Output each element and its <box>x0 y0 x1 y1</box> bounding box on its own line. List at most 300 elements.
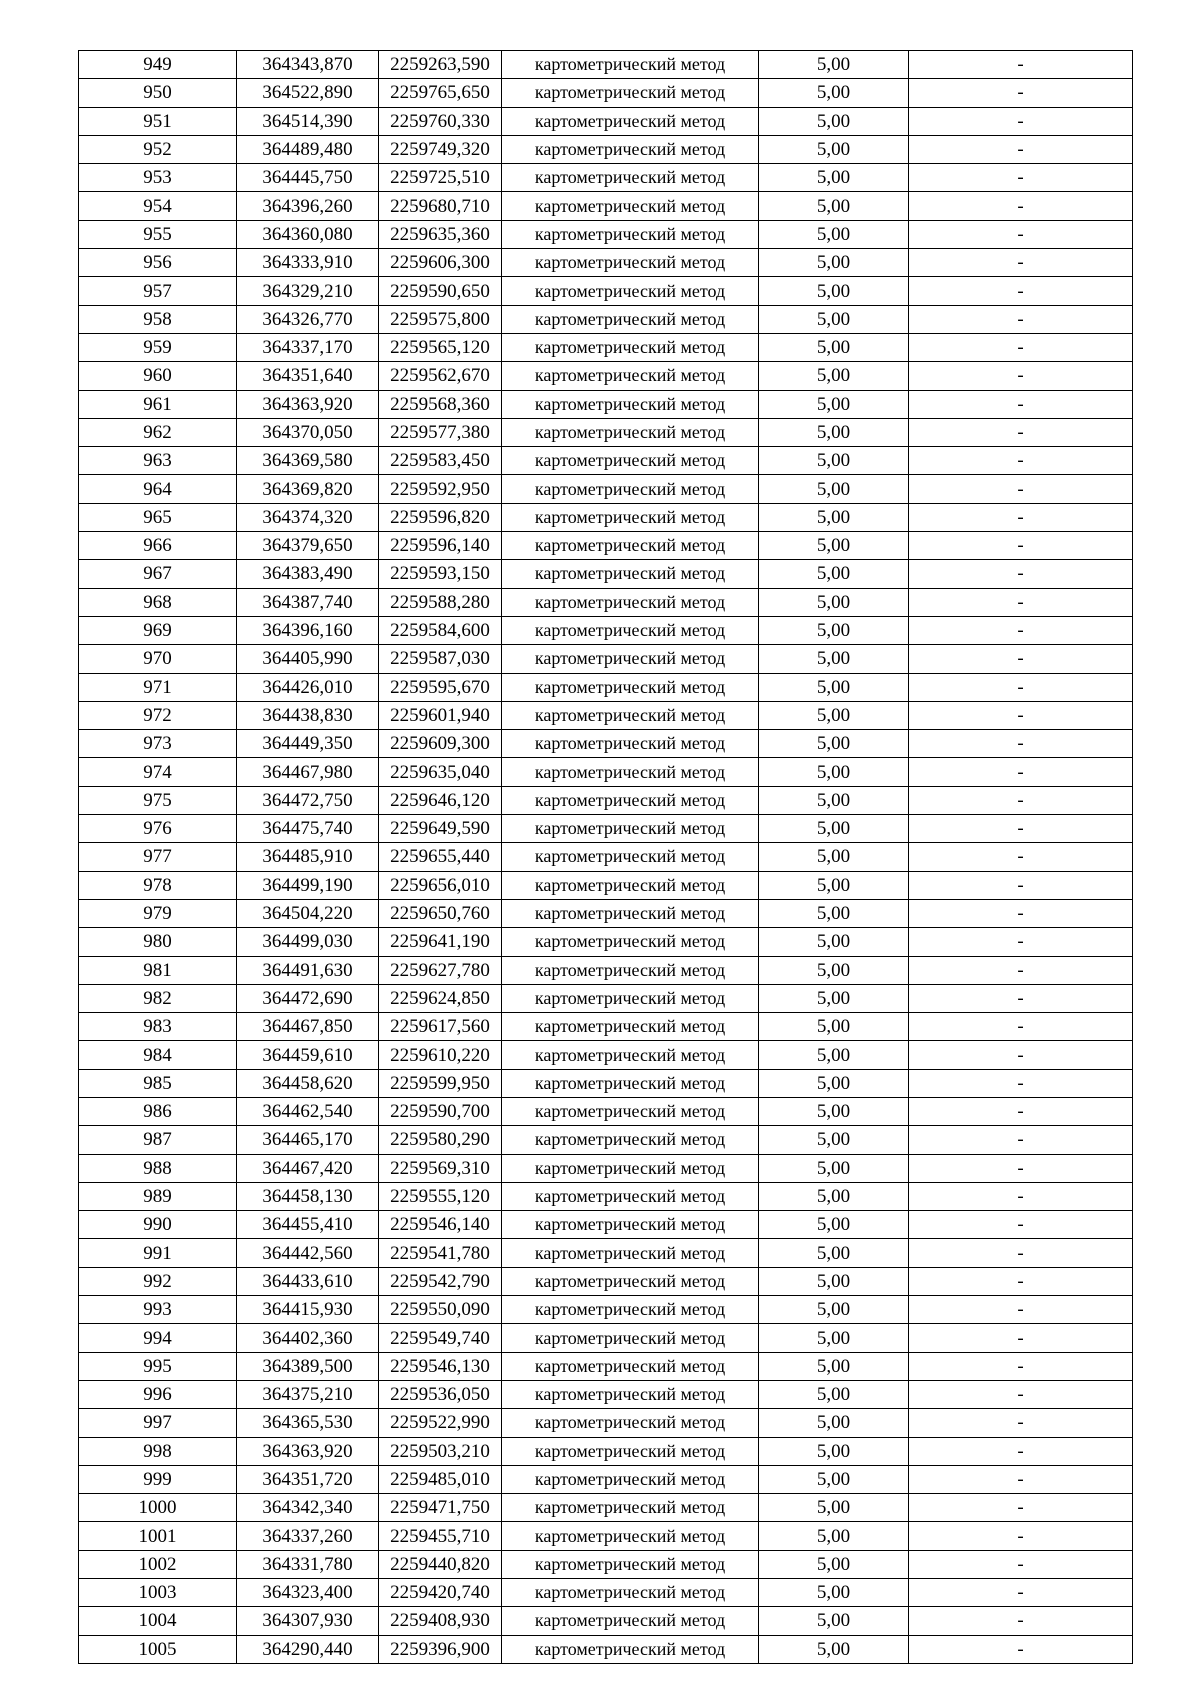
point-number-cell: 975 <box>79 786 237 814</box>
method-cell: картометрический метод <box>502 1097 759 1125</box>
table-row <box>79 1069 1133 1097</box>
point-number-cell: 985 <box>79 1069 237 1097</box>
note-cell: - <box>909 1324 1133 1352</box>
method-cell: картометрический метод <box>502 701 759 729</box>
point-number-cell: 964 <box>79 475 237 503</box>
x-coordinate-cell: 364369,580 <box>237 447 379 475</box>
accuracy-cell: 5,00 <box>759 503 909 531</box>
coordinates-table <box>78 50 1133 1664</box>
method-cell: картометрический метод <box>502 220 759 248</box>
y-coordinate-cell: 2259542,790 <box>379 1267 502 1295</box>
table-row <box>79 333 1133 361</box>
y-coordinate-cell: 2259580,290 <box>379 1126 502 1154</box>
table-row <box>79 1607 1133 1635</box>
table-row <box>79 249 1133 277</box>
note-cell: - <box>909 305 1133 333</box>
x-coordinate-cell: 364326,770 <box>237 305 379 333</box>
point-number-cell: 999 <box>79 1465 237 1493</box>
method-cell: картометрический метод <box>502 1409 759 1437</box>
accuracy-cell: 5,00 <box>759 277 909 305</box>
point-number-cell: 984 <box>79 1041 237 1069</box>
point-number-cell: 983 <box>79 1013 237 1041</box>
accuracy-cell: 5,00 <box>759 1409 909 1437</box>
method-cell: картометрический метод <box>502 730 759 758</box>
table-row <box>79 871 1133 899</box>
x-coordinate-cell: 364351,720 <box>237 1465 379 1493</box>
method-cell: картометрический метод <box>502 1211 759 1239</box>
table-row <box>79 164 1133 192</box>
accuracy-cell: 5,00 <box>759 164 909 192</box>
method-cell: картометрический метод <box>502 956 759 984</box>
point-number-cell: 998 <box>79 1437 237 1465</box>
method-cell: картометрический метод <box>502 192 759 220</box>
table-row <box>79 1494 1133 1522</box>
note-cell: - <box>909 475 1133 503</box>
x-coordinate-cell: 364363,920 <box>237 390 379 418</box>
point-number-cell: 976 <box>79 815 237 843</box>
x-coordinate-cell: 364402,360 <box>237 1324 379 1352</box>
method-cell: картометрический метод <box>502 1494 759 1522</box>
method-cell: картометрический метод <box>502 305 759 333</box>
accuracy-cell: 5,00 <box>759 1296 909 1324</box>
x-coordinate-cell: 364396,160 <box>237 616 379 644</box>
accuracy-cell: 5,00 <box>759 135 909 163</box>
method-cell: картометрический метод <box>502 899 759 927</box>
y-coordinate-cell: 2259503,210 <box>379 1437 502 1465</box>
x-coordinate-cell: 364491,630 <box>237 956 379 984</box>
x-coordinate-cell: 364426,010 <box>237 673 379 701</box>
method-cell: картометрический метод <box>502 1239 759 1267</box>
accuracy-cell: 5,00 <box>759 447 909 475</box>
note-cell: - <box>909 1069 1133 1097</box>
x-coordinate-cell: 364365,530 <box>237 1409 379 1437</box>
y-coordinate-cell: 2259549,740 <box>379 1324 502 1352</box>
method-cell: картометрический метод <box>502 616 759 644</box>
point-number-cell: 992 <box>79 1267 237 1295</box>
note-cell: - <box>909 843 1133 871</box>
point-number-cell: 989 <box>79 1182 237 1210</box>
point-number-cell: 960 <box>79 362 237 390</box>
y-coordinate-cell: 2259760,330 <box>379 107 502 135</box>
method-cell: картометрический метод <box>502 928 759 956</box>
y-coordinate-cell: 2259555,120 <box>379 1182 502 1210</box>
method-cell: картометрический метод <box>502 1013 759 1041</box>
point-number-cell: 963 <box>79 447 237 475</box>
y-coordinate-cell: 2259588,280 <box>379 588 502 616</box>
accuracy-cell: 5,00 <box>759 305 909 333</box>
table-row <box>79 645 1133 673</box>
y-coordinate-cell: 2259584,600 <box>379 616 502 644</box>
note-cell: - <box>909 333 1133 361</box>
note-cell: - <box>909 51 1133 79</box>
y-coordinate-cell: 2259656,010 <box>379 871 502 899</box>
method-cell: картометрический метод <box>502 1069 759 1097</box>
y-coordinate-cell: 2259263,590 <box>379 51 502 79</box>
point-number-cell: 987 <box>79 1126 237 1154</box>
accuracy-cell: 5,00 <box>759 249 909 277</box>
accuracy-cell: 5,00 <box>759 871 909 899</box>
x-coordinate-cell: 364370,050 <box>237 418 379 446</box>
x-coordinate-cell: 364445,750 <box>237 164 379 192</box>
accuracy-cell: 5,00 <box>759 1013 909 1041</box>
accuracy-cell: 5,00 <box>759 815 909 843</box>
table-row <box>79 984 1133 1012</box>
x-coordinate-cell: 364489,480 <box>237 135 379 163</box>
y-coordinate-cell: 2259575,800 <box>379 305 502 333</box>
note-cell: - <box>909 730 1133 758</box>
y-coordinate-cell: 2259562,670 <box>379 362 502 390</box>
y-coordinate-cell: 2259587,030 <box>379 645 502 673</box>
accuracy-cell: 5,00 <box>759 475 909 503</box>
point-number-cell: 968 <box>79 588 237 616</box>
point-number-cell: 978 <box>79 871 237 899</box>
x-coordinate-cell: 364337,170 <box>237 333 379 361</box>
note-cell: - <box>909 1126 1133 1154</box>
y-coordinate-cell: 2259408,930 <box>379 1607 502 1635</box>
point-number-cell: 1000 <box>79 1494 237 1522</box>
note-cell: - <box>909 503 1133 531</box>
accuracy-cell: 5,00 <box>759 1267 909 1295</box>
note-cell: - <box>909 645 1133 673</box>
x-coordinate-cell: 364459,610 <box>237 1041 379 1069</box>
y-coordinate-cell: 2259577,380 <box>379 418 502 446</box>
table-row <box>79 107 1133 135</box>
accuracy-cell: 5,00 <box>759 1239 909 1267</box>
y-coordinate-cell: 2259546,130 <box>379 1352 502 1380</box>
accuracy-cell: 5,00 <box>759 956 909 984</box>
x-coordinate-cell: 364449,350 <box>237 730 379 758</box>
x-coordinate-cell: 364442,560 <box>237 1239 379 1267</box>
accuracy-cell: 5,00 <box>759 560 909 588</box>
x-coordinate-cell: 364307,930 <box>237 1607 379 1635</box>
note-cell: - <box>909 447 1133 475</box>
accuracy-cell: 5,00 <box>759 220 909 248</box>
y-coordinate-cell: 2259592,950 <box>379 475 502 503</box>
y-coordinate-cell: 2259627,780 <box>379 956 502 984</box>
method-cell: картометрический метод <box>502 164 759 192</box>
method-cell: картометрический метод <box>502 79 759 107</box>
method-cell: картометрический метод <box>502 390 759 418</box>
accuracy-cell: 5,00 <box>759 51 909 79</box>
method-cell: картометрический метод <box>502 51 759 79</box>
x-coordinate-cell: 364467,420 <box>237 1154 379 1182</box>
y-coordinate-cell: 2259635,360 <box>379 220 502 248</box>
method-cell: картометрический метод <box>502 673 759 701</box>
accuracy-cell: 5,00 <box>759 1437 909 1465</box>
table-row <box>79 928 1133 956</box>
y-coordinate-cell: 2259522,990 <box>379 1409 502 1437</box>
point-number-cell: 1005 <box>79 1635 237 1663</box>
method-cell: картометрический метод <box>502 1154 759 1182</box>
note-cell: - <box>909 192 1133 220</box>
method-cell: картометрический метод <box>502 1635 759 1663</box>
x-coordinate-cell: 364458,130 <box>237 1182 379 1210</box>
note-cell: - <box>909 560 1133 588</box>
method-cell: картометрический метод <box>502 1182 759 1210</box>
point-number-cell: 986 <box>79 1097 237 1125</box>
point-number-cell: 996 <box>79 1380 237 1408</box>
point-number-cell: 995 <box>79 1352 237 1380</box>
note-cell: - <box>909 1494 1133 1522</box>
accuracy-cell: 5,00 <box>759 1522 909 1550</box>
method-cell: картометрический метод <box>502 984 759 1012</box>
accuracy-cell: 5,00 <box>759 1041 909 1069</box>
point-number-cell: 979 <box>79 899 237 927</box>
y-coordinate-cell: 2259471,750 <box>379 1494 502 1522</box>
x-coordinate-cell: 364331,780 <box>237 1550 379 1578</box>
x-coordinate-cell: 364472,690 <box>237 984 379 1012</box>
note-cell: - <box>909 418 1133 446</box>
x-coordinate-cell: 364375,210 <box>237 1380 379 1408</box>
x-coordinate-cell: 364369,820 <box>237 475 379 503</box>
x-coordinate-cell: 364343,870 <box>237 51 379 79</box>
y-coordinate-cell: 2259541,780 <box>379 1239 502 1267</box>
x-coordinate-cell: 364467,980 <box>237 758 379 786</box>
method-cell: картометрический метод <box>502 815 759 843</box>
x-coordinate-cell: 364379,650 <box>237 532 379 560</box>
y-coordinate-cell: 2259599,950 <box>379 1069 502 1097</box>
y-coordinate-cell: 2259606,300 <box>379 249 502 277</box>
note-cell: - <box>909 249 1133 277</box>
table-row <box>79 1380 1133 1408</box>
method-cell: картометрический метод <box>502 135 759 163</box>
table-row <box>79 1126 1133 1154</box>
table-row <box>79 786 1133 814</box>
method-cell: картометрический метод <box>502 560 759 588</box>
note-cell: - <box>909 1296 1133 1324</box>
y-coordinate-cell: 2259595,670 <box>379 673 502 701</box>
table-row <box>79 277 1133 305</box>
table-row <box>79 1097 1133 1125</box>
table-row <box>79 815 1133 843</box>
accuracy-cell: 5,00 <box>759 588 909 616</box>
note-cell: - <box>909 362 1133 390</box>
accuracy-cell: 5,00 <box>759 1607 909 1635</box>
accuracy-cell: 5,00 <box>759 1126 909 1154</box>
table-row <box>79 390 1133 418</box>
y-coordinate-cell: 2259593,150 <box>379 560 502 588</box>
x-coordinate-cell: 364485,910 <box>237 843 379 871</box>
table-row <box>79 1465 1133 1493</box>
accuracy-cell: 5,00 <box>759 1635 909 1663</box>
y-coordinate-cell: 2259635,040 <box>379 758 502 786</box>
table-row <box>79 1550 1133 1578</box>
method-cell: картометрический метод <box>502 447 759 475</box>
accuracy-cell: 5,00 <box>759 333 909 361</box>
accuracy-cell: 5,00 <box>759 928 909 956</box>
method-cell: картометрический метод <box>502 1126 759 1154</box>
point-number-cell: 961 <box>79 390 237 418</box>
note-cell: - <box>909 928 1133 956</box>
y-coordinate-cell: 2259536,050 <box>379 1380 502 1408</box>
table-row <box>79 51 1133 79</box>
method-cell: картометрический метод <box>502 1550 759 1578</box>
table-row <box>79 1267 1133 1295</box>
accuracy-cell: 5,00 <box>759 1550 909 1578</box>
y-coordinate-cell: 2259655,440 <box>379 843 502 871</box>
note-cell: - <box>909 1522 1133 1550</box>
point-number-cell: 970 <box>79 645 237 673</box>
point-number-cell: 991 <box>79 1239 237 1267</box>
y-coordinate-cell: 2259569,310 <box>379 1154 502 1182</box>
accuracy-cell: 5,00 <box>759 1097 909 1125</box>
x-coordinate-cell: 364522,890 <box>237 79 379 107</box>
y-coordinate-cell: 2259617,560 <box>379 1013 502 1041</box>
point-number-cell: 950 <box>79 79 237 107</box>
method-cell: картометрический метод <box>502 277 759 305</box>
table-row <box>79 503 1133 531</box>
note-cell: - <box>909 1579 1133 1607</box>
method-cell: картометрический метод <box>502 1352 759 1380</box>
table-row <box>79 730 1133 758</box>
point-number-cell: 977 <box>79 843 237 871</box>
note-cell: - <box>909 1465 1133 1493</box>
table-row <box>79 305 1133 333</box>
accuracy-cell: 5,00 <box>759 107 909 135</box>
point-number-cell: 988 <box>79 1154 237 1182</box>
x-coordinate-cell: 364383,490 <box>237 560 379 588</box>
y-coordinate-cell: 2259420,740 <box>379 1579 502 1607</box>
y-coordinate-cell: 2259590,700 <box>379 1097 502 1125</box>
accuracy-cell: 5,00 <box>759 1069 909 1097</box>
note-cell: - <box>909 79 1133 107</box>
note-cell: - <box>909 1352 1133 1380</box>
accuracy-cell: 5,00 <box>759 1154 909 1182</box>
x-coordinate-cell: 364458,620 <box>237 1069 379 1097</box>
point-number-cell: 952 <box>79 135 237 163</box>
point-number-cell: 990 <box>79 1211 237 1239</box>
method-cell: картометрический метод <box>502 588 759 616</box>
point-number-cell: 957 <box>79 277 237 305</box>
note-cell: - <box>909 220 1133 248</box>
table-row <box>79 475 1133 503</box>
accuracy-cell: 5,00 <box>759 1324 909 1352</box>
y-coordinate-cell: 2259601,940 <box>379 701 502 729</box>
method-cell: картометрический метод <box>502 532 759 560</box>
note-cell: - <box>909 277 1133 305</box>
table-row <box>79 1522 1133 1550</box>
table-row <box>79 1296 1133 1324</box>
x-coordinate-cell: 364433,610 <box>237 1267 379 1295</box>
accuracy-cell: 5,00 <box>759 730 909 758</box>
x-coordinate-cell: 364329,210 <box>237 277 379 305</box>
method-cell: картометрический метод <box>502 786 759 814</box>
table-row <box>79 616 1133 644</box>
note-cell: - <box>909 390 1133 418</box>
table-row <box>79 1635 1133 1663</box>
x-coordinate-cell: 364499,030 <box>237 928 379 956</box>
note-cell: - <box>909 532 1133 560</box>
method-cell: картометрический метод <box>502 1380 759 1408</box>
y-coordinate-cell: 2259596,140 <box>379 532 502 560</box>
table-row <box>79 701 1133 729</box>
x-coordinate-cell: 364455,410 <box>237 1211 379 1239</box>
accuracy-cell: 5,00 <box>759 616 909 644</box>
note-cell: - <box>909 1041 1133 1069</box>
method-cell: картометрический метод <box>502 503 759 531</box>
table-row <box>79 532 1133 560</box>
method-cell: картометрический метод <box>502 758 759 786</box>
accuracy-cell: 5,00 <box>759 701 909 729</box>
y-coordinate-cell: 2259583,450 <box>379 447 502 475</box>
y-coordinate-cell: 2259568,360 <box>379 390 502 418</box>
method-cell: картометрический метод <box>502 1267 759 1295</box>
y-coordinate-cell: 2259590,650 <box>379 277 502 305</box>
point-number-cell: 1001 <box>79 1522 237 1550</box>
table-row <box>79 1437 1133 1465</box>
table-row <box>79 362 1133 390</box>
accuracy-cell: 5,00 <box>759 1380 909 1408</box>
table-row <box>79 192 1133 220</box>
accuracy-cell: 5,00 <box>759 645 909 673</box>
point-number-cell: 994 <box>79 1324 237 1352</box>
note-cell: - <box>909 1635 1133 1663</box>
x-coordinate-cell: 364333,910 <box>237 249 379 277</box>
point-number-cell: 958 <box>79 305 237 333</box>
note-cell: - <box>909 786 1133 814</box>
table-row <box>79 447 1133 475</box>
note-cell: - <box>909 899 1133 927</box>
note-cell: - <box>909 1239 1133 1267</box>
accuracy-cell: 5,00 <box>759 758 909 786</box>
point-number-cell: 974 <box>79 758 237 786</box>
accuracy-cell: 5,00 <box>759 843 909 871</box>
table-row <box>79 560 1133 588</box>
y-coordinate-cell: 2259440,820 <box>379 1550 502 1578</box>
x-coordinate-cell: 364360,080 <box>237 220 379 248</box>
y-coordinate-cell: 2259765,650 <box>379 79 502 107</box>
method-cell: картометрический метод <box>502 333 759 361</box>
accuracy-cell: 5,00 <box>759 1211 909 1239</box>
accuracy-cell: 5,00 <box>759 79 909 107</box>
table-row <box>79 135 1133 163</box>
x-coordinate-cell: 364475,740 <box>237 815 379 843</box>
y-coordinate-cell: 2259725,510 <box>379 164 502 192</box>
point-number-cell: 982 <box>79 984 237 1012</box>
method-cell: картометрический метод <box>502 1437 759 1465</box>
note-cell: - <box>909 588 1133 616</box>
y-coordinate-cell: 2259610,220 <box>379 1041 502 1069</box>
y-coordinate-cell: 2259396,900 <box>379 1635 502 1663</box>
table-row <box>79 1211 1133 1239</box>
accuracy-cell: 5,00 <box>759 390 909 418</box>
table-row <box>79 956 1133 984</box>
table-row <box>79 220 1133 248</box>
note-cell: - <box>909 673 1133 701</box>
point-number-cell: 956 <box>79 249 237 277</box>
y-coordinate-cell: 2259641,190 <box>379 928 502 956</box>
table-row <box>79 1579 1133 1607</box>
note-cell: - <box>909 956 1133 984</box>
note-cell: - <box>909 1607 1133 1635</box>
table-row <box>79 1041 1133 1069</box>
table-row <box>79 588 1133 616</box>
note-cell: - <box>909 1409 1133 1437</box>
accuracy-cell: 5,00 <box>759 1182 909 1210</box>
point-number-cell: 953 <box>79 164 237 192</box>
x-coordinate-cell: 364467,850 <box>237 1013 379 1041</box>
point-number-cell: 971 <box>79 673 237 701</box>
point-number-cell: 955 <box>79 220 237 248</box>
table-row <box>79 1013 1133 1041</box>
method-cell: картометрический метод <box>502 1041 759 1069</box>
point-number-cell: 966 <box>79 532 237 560</box>
note-cell: - <box>909 1097 1133 1125</box>
table-row <box>79 1324 1133 1352</box>
x-coordinate-cell: 364472,750 <box>237 786 379 814</box>
y-coordinate-cell: 2259624,850 <box>379 984 502 1012</box>
y-coordinate-cell: 2259609,300 <box>379 730 502 758</box>
